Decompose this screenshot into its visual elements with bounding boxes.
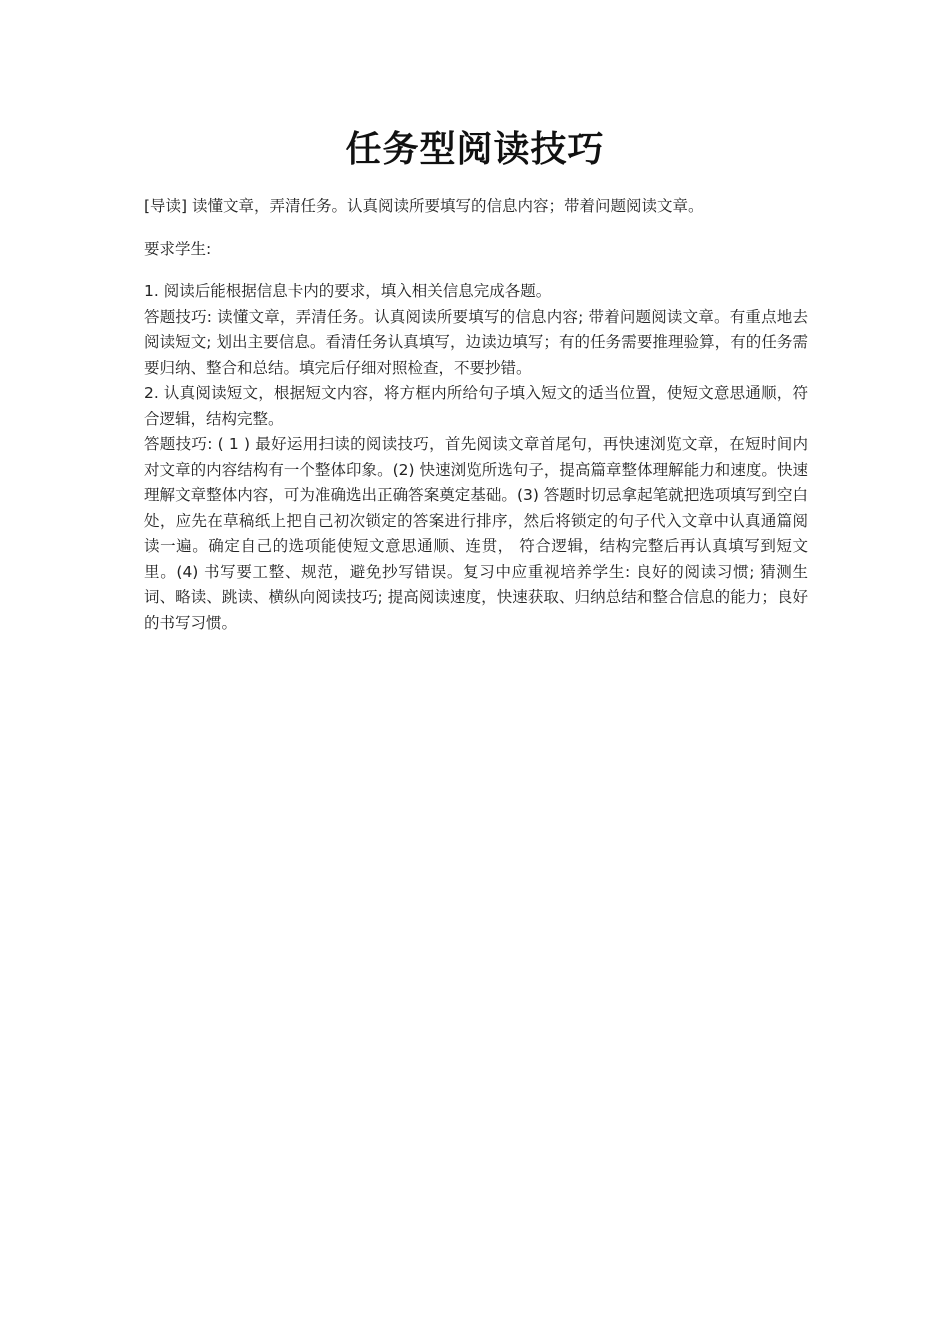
item-2-tips: 答题技巧: ( 1 ) 最好运用扫读的阅读技巧，首先阅读文章首尾句，再快速浏览文章，在短时间内对文章的内容结构有一个整体印象。(2) 快速浏览所选句子，提高篇章整体理解能力和速度。快速理解文章整体内容，可为准确选出正确答案奠定基础。(3) 答题时切忌拿起笔就把选项填写到空白处，应先在草稿纸上把自己初次锁定的答案进行排序，然后将锁定的句子代入文章中认真通篇阅读一遍。确定自己的选项能使短文意思通顺、连贯， 符合逻辑，结构完整后再认真填写到短文里。(4) 书写要工整、规范，避免抄写错误。复习中应重视培养学生: 良好的阅读习惯; 猜测生词、略读、跳读、横纵向阅读技巧; 提高阅读速度，快速获取、归纳总结和整合信息的能力；良好的书写习惯。	[144, 435, 808, 632]
item-1-requirement: 1. 阅读后能根据信息卡内的要求，填入相关信息完成各题。	[144, 282, 552, 300]
document-body	[144, 194, 808, 636]
item-2-requirement: 2. 认真阅读短文，根据短文内容，将方框内所给句子填入短文的适当位置，使短文意思通顺，符合逻辑，结构完整。	[144, 384, 808, 428]
intro-paragraph: [导读] 读懂文章，弄清任务。认真阅读所要填写的信息内容；带着问题阅读文章。	[144, 197, 704, 215]
item-1-tips: 答题技巧: 读懂文章，弄清任务。认真阅读所要填写的信息内容; 带着问题阅读文章。有重点地去阅读短文; 划出主要信息。看清任务认真填写，边读边填写；有的任务需要推理验算，有的任务需要归纳、整合和总结。填完后仔细对照检查，不要抄错。	[144, 307, 808, 377]
document-title: 任务型阅读技巧	[345, 128, 605, 170]
requirement-heading: 要求学生:	[144, 239, 212, 258]
